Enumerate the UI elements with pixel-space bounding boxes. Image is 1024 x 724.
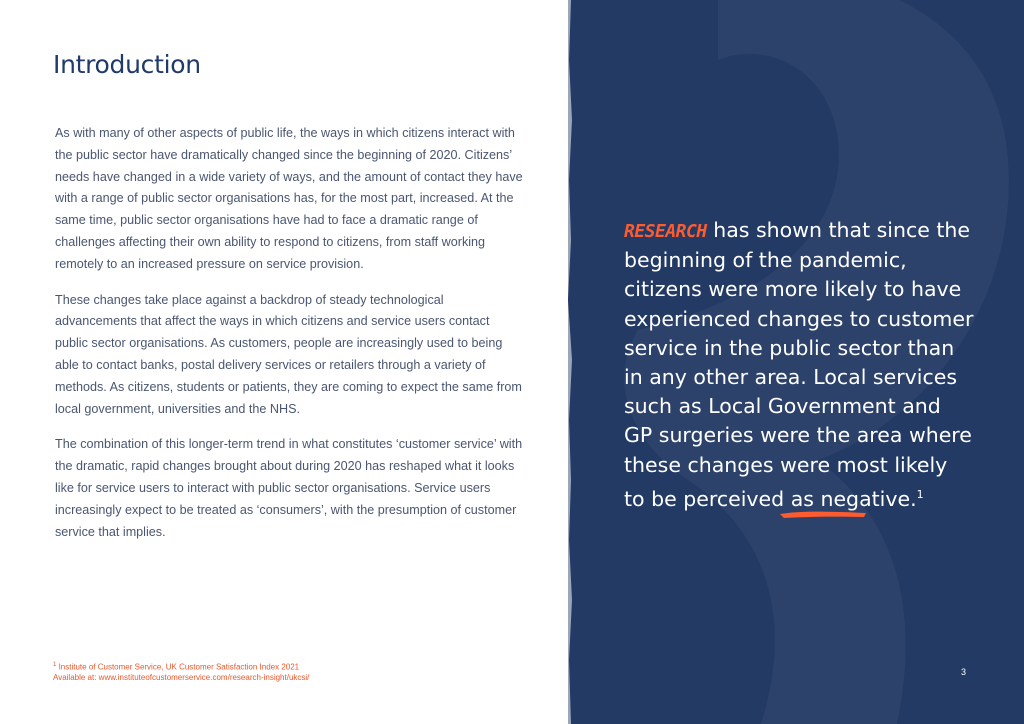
quote-highlight: RESEARCH [624, 221, 707, 242]
right-page [568, 0, 1024, 724]
paragraph-3: The combination of this longer-term trend in what constitutes ‘customer service’ with the dramatic, rapid changes brought about during 2020 has reshaped what it looks like for service users to interact with public sector organisations. Service users increasingly expect to be treated as ‘consumers’, with the presumption of customer service that implies. [55, 437, 523, 539]
brush-underline [778, 508, 868, 520]
footnote-line-2: Available at: www.instituteofcustomerservice.com/research-insight/ukcsi/ [53, 672, 310, 682]
footnote-line-1 [53, 660, 309, 673]
paragraph-2: These changes take place against a backdrop of steady technological advancements that affect the ways in which citizens and service users contact public sector organisations. As customers, people are increasingly used to being able to contact banks, postal delivery services or retailers through a variety of methods. As citizens, students or patients, they are coming to expect the same from local government, universities and the NHS. [55, 292, 522, 416]
torn-edge [568, 0, 580, 724]
page-title: Introduction [53, 50, 201, 79]
footnote-marker: 1 [53, 662, 57, 668]
paragraph-1: As with many of other aspects of public life, the ways in which citizens interact with the public sector have dramatically changed since the beginning of 2020. Citizens’ needs have changed in a wide variety of ways, and the amount of contact they have with a range of public sector organisations has, for the most part, increased. At the same time, public sector organisations have had to face a dramatic range of challenges affecting their own ability to respond to citizens, from staff working remotely to an increased pressure on service provision. [55, 126, 523, 271]
page-number: 3 [961, 667, 967, 677]
body-text [55, 123, 525, 557]
footnote-source: Institute of Customer Service, UK Customer Satisfaction Index 2021 [58, 662, 300, 672]
footnote [53, 660, 309, 683]
quote-footnote-ref: 1 [916, 487, 924, 501]
quote-text: has shown that since the beginning of the pandemic, citizens were more likely to have experienced changes to customer service in the public sector than in any other area. Local services such as Local Government and GP surgeries were the area where these changes were most likely to be perceived as negative. [624, 218, 974, 511]
pull-quote [624, 216, 974, 514]
